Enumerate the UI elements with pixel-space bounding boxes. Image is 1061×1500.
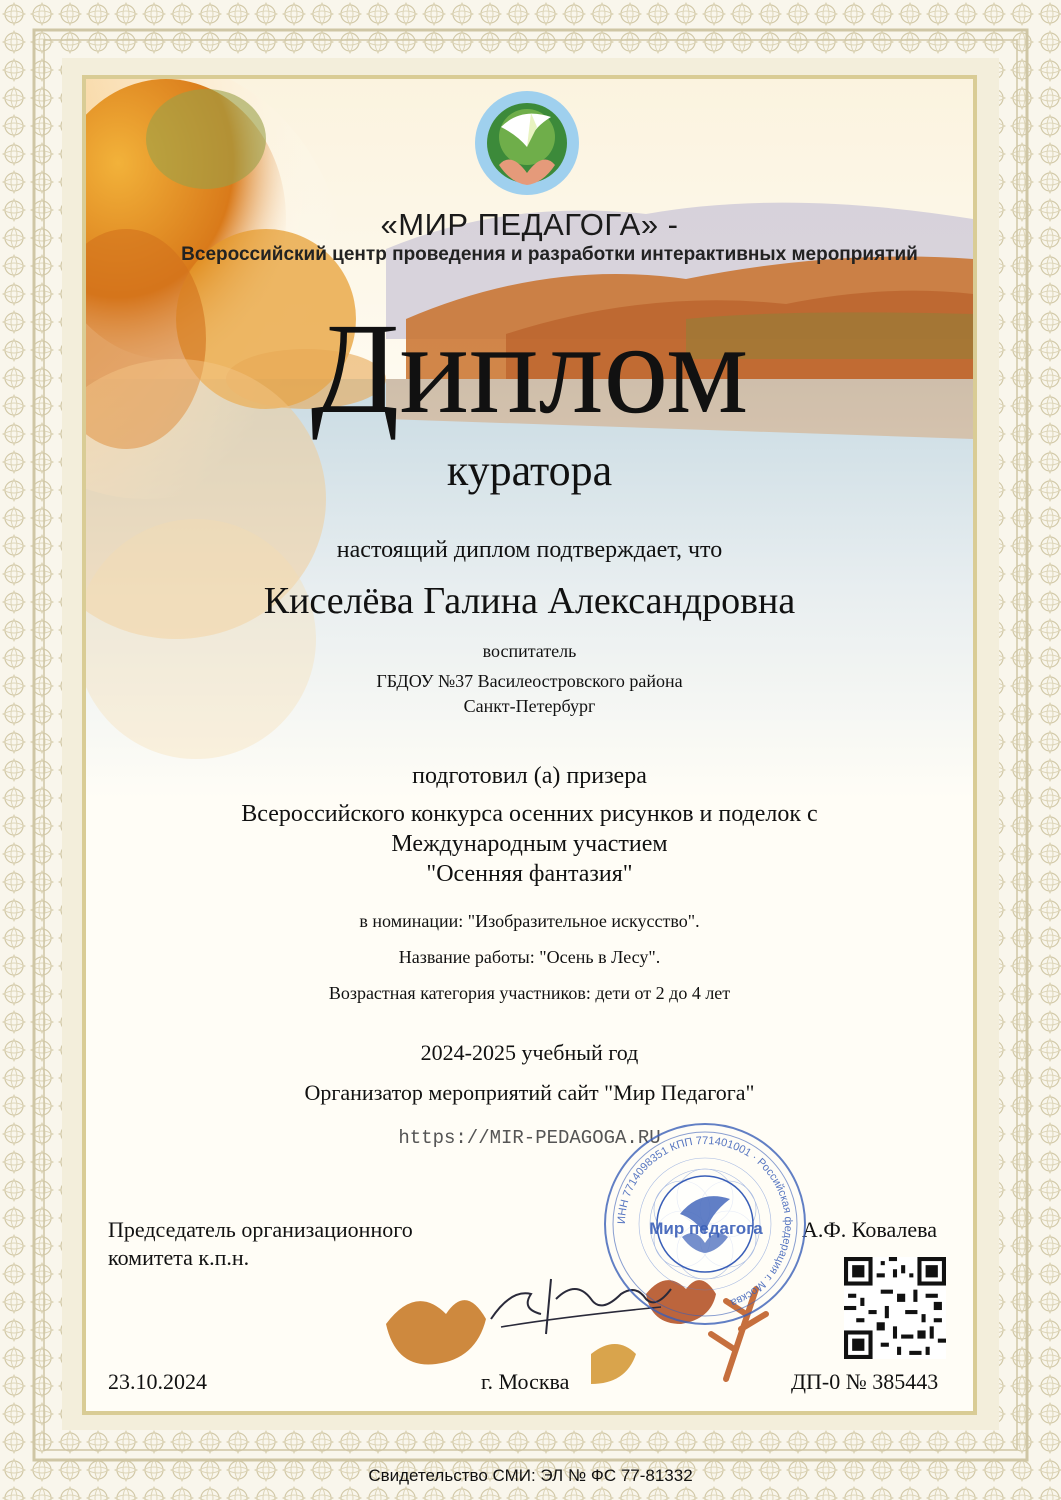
recipient-position: воспитатель: [482, 641, 577, 661]
diploma-frame: [82, 75, 977, 1415]
organizer: Организатор мероприятий сайт "Мир Педагога": [304, 1080, 755, 1105]
organization-tagline: Всероссийский центр проведения и разработки интерактивных мероприятий: [181, 244, 918, 265]
issue-date: 23.10.2024: [108, 1369, 207, 1394]
chair-title-line-1: Председатель организационного: [108, 1217, 413, 1242]
contest-line-3: "Осенняя фантазия": [426, 861, 633, 887]
website-link[interactable]: https://MIR-PEDAGOGA.RU: [398, 1127, 661, 1149]
mir-pedagoga-logo: [471, 87, 583, 199]
recipient-city: Санкт-Петербург: [463, 696, 596, 716]
organization-name: «МИР ПЕДАГОГА» -: [380, 207, 679, 242]
academic-year: 2024-2025 учебный год: [420, 1040, 639, 1065]
recipient-name: Киселёва Галина Александровна: [263, 580, 796, 622]
contest-line-1: Всероссийского конкурса осенних рисунков и поделок с: [241, 801, 818, 827]
achievement-text: подготовил (а) призера: [412, 763, 647, 789]
contest-line-2: Международным участием: [391, 831, 668, 857]
diploma-subtitle: куратора: [446, 446, 613, 495]
confirmation-text: настоящий диплом подтверждает, что: [336, 537, 723, 563]
diploma-title: Диплом: [310, 297, 749, 441]
age-category: Возрастная категория участников: дети от 2 до 4 лет: [328, 983, 731, 1003]
stamp-center-text: Мир педагога: [649, 1219, 763, 1238]
work-title: Название работы: "Осень в Лесу".: [398, 947, 661, 967]
media-certificate: Свидетельство СМИ: ЭЛ № ФС 77-81332: [368, 1466, 693, 1485]
recipient-institution: ГБДОУ №37 Василеостровского района: [376, 671, 683, 691]
nomination: в номинации: "Изобразительное искусство".: [359, 911, 700, 931]
stamp-ring-text: ИНН 7714098351 КПП 771401001 · Российская федерация г. Москва: [615, 1134, 795, 1309]
qr-code[interactable]: [844, 1257, 946, 1359]
chair-name: А.Ф. Ковалева: [802, 1217, 938, 1242]
autumn-lake-illustration: [86, 79, 973, 1411]
issue-city: г. Москва: [481, 1369, 570, 1394]
diploma-number: ДП-0 № 385443: [791, 1369, 939, 1394]
chair-title-line-2: комитета к.п.н.: [108, 1245, 250, 1270]
